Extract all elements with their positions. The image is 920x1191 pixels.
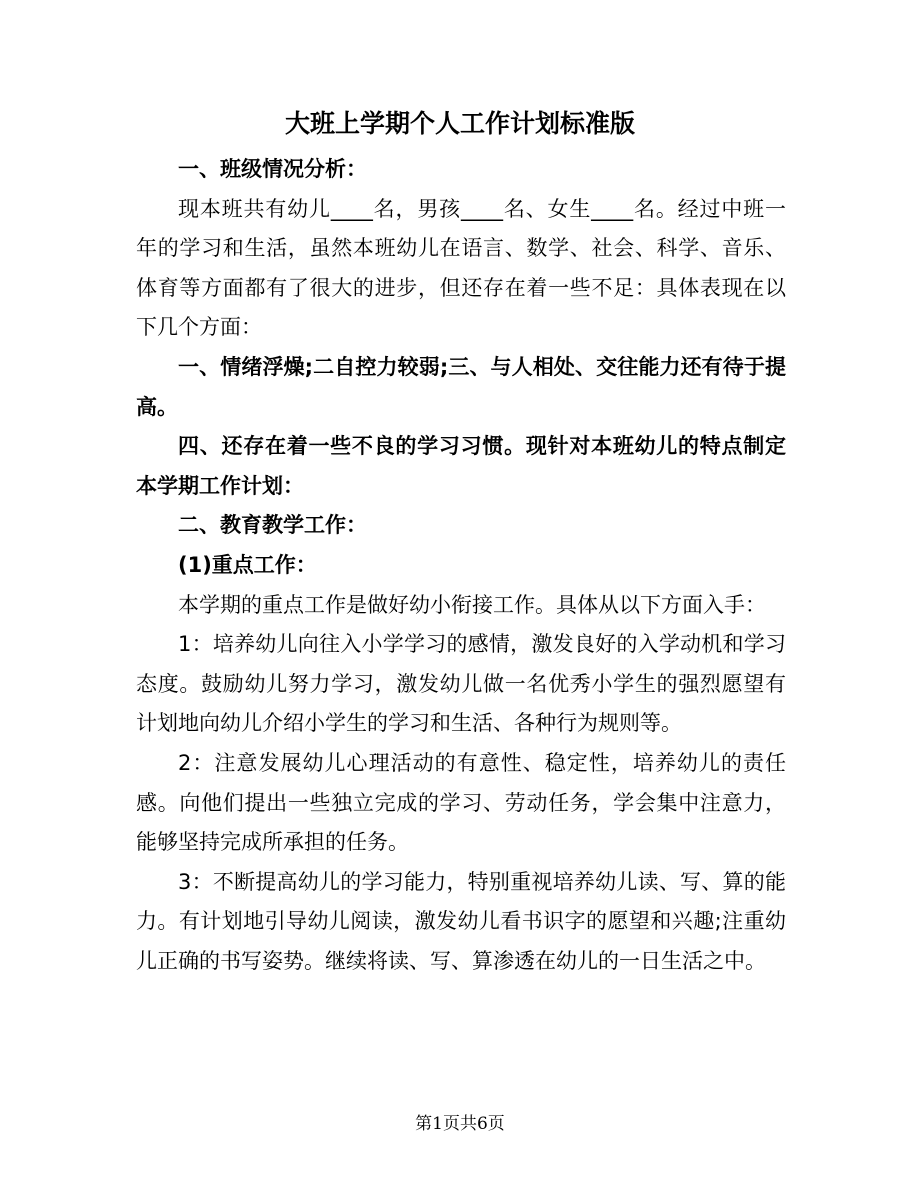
paragraph-key-work-intro: 本学期的重点工作是做好幼小衔接工作。具体从以下方面入手：	[178, 592, 766, 617]
paragraph-item-1: 1：培养幼儿向往入小学学习的感情，激发良好的入学动机和学习态度。鼓励幼儿努力学习，激发幼儿做一名优秀小学生的强烈愿望有计划地向幼儿介绍小学生的学习和生活、各种行为规则等。	[136, 632, 786, 736]
document-body	[136, 150, 786, 981]
paragraph-item-3: 3：不断提高幼儿的学习能力，特别重视培养幼儿读、写、算的能力。有计划地引导幼儿阅读，激发幼儿看书识字的愿望和兴趣;注重幼儿正确的书写姿势。继续将读、写、算渗透在幼儿的一日生活之中。	[136, 869, 786, 973]
document-title: 大班上学期个人工作计划标准版	[284, 109, 635, 138]
paragraph-item-2: 2：注意发展幼儿心理活动的有意性、稳定性，培养幼儿的责任感。向他们提出一些独立完成的学习、劳动任务，学会集中注意力，能够坚持完成所承担的任务。	[136, 750, 786, 855]
section-heading-class-analysis: 一、班级情况分析：	[178, 157, 367, 181]
paragraph-weaknesses-1-3: 一、情绪浮燥;二自控力较弱;三、与人相处、交往能力还有待于提高。	[136, 354, 786, 419]
paragraph-class-overview: 现本班共有幼儿____名，男孩____名、女生____名。经过中班一年的学习和生活，虽然本班幼儿在语言、数学、社会、科学、音乐、体育等方面都有了很大的进步，但还存在着一些不足：具体表现在以下几个方面：	[136, 196, 786, 340]
section-heading-teaching-work: 二、教育教学工作：	[178, 513, 367, 538]
page-footer: 第1页共6页	[415, 1114, 505, 1134]
paragraph-weakness-4: 四、还存在着一些不良的学习习惯。现针对本班幼儿的特点制定本学期工作计划：	[136, 434, 786, 498]
subheading-key-work: (1)重点工作：	[178, 552, 317, 577]
